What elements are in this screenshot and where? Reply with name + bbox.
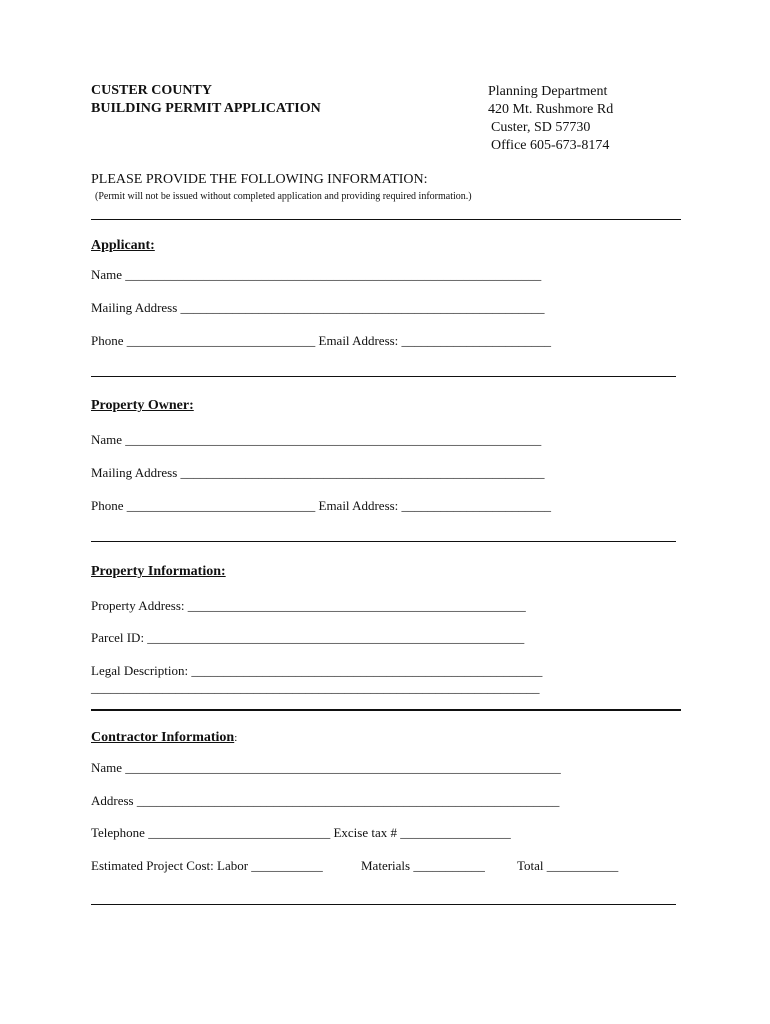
owner-phone-email-field[interactable]: Phone _____________________________ Email Address: _______________________ — [91, 498, 552, 513]
contractor-name-field[interactable]: Name ___________________________________________________________________ — [91, 760, 561, 775]
form-title: BUILDING PERMIT APPLICATION — [91, 101, 321, 116]
section-divider — [91, 376, 676, 377]
section-divider — [91, 541, 676, 542]
section-divider — [91, 904, 676, 905]
total-cost-field[interactable]: Total ___________ — [517, 858, 619, 873]
contractor-telephone-tax-field[interactable]: Telephone ____________________________ Excise tax # _________________ — [91, 825, 511, 840]
applicant-name-field[interactable]: Name ________________________________________________________________ — [91, 267, 542, 282]
instruction-note: (Permit will not be issued without completed application and providing required information.) — [95, 191, 472, 202]
materials-cost-field[interactable]: Materials ___________ — [361, 858, 485, 873]
legal-description-continued[interactable]: _____________________________________________________________________ — [91, 680, 540, 695]
property-heading: Property Information: — [91, 564, 226, 579]
owner-heading: Property Owner: — [91, 398, 194, 413]
dept-phone: Office 605-673-8174 — [491, 138, 610, 153]
applicant-mailing-field[interactable]: Mailing Address ________________________________________________________ — [91, 300, 545, 315]
property-address-field[interactable]: Property Address: ____________________________________________________ — [91, 598, 526, 613]
dept-name: Planning Department — [488, 84, 608, 99]
instruction-heading: PLEASE PROVIDE THE FOLLOWING INFORMATION: — [91, 172, 428, 187]
section-divider — [91, 219, 681, 220]
parcel-id-field[interactable]: Parcel ID: __________________________________________________________ — [91, 630, 525, 645]
applicant-phone-email-field[interactable]: Phone _____________________________ Email Address: _______________________ — [91, 333, 552, 348]
owner-mailing-field[interactable]: Mailing Address ________________________________________________________ — [91, 465, 545, 480]
contractor-heading-group — [91, 730, 237, 746]
county-name: CUSTER COUNTY — [91, 83, 212, 98]
legal-description-field[interactable]: Legal Description: ______________________________________________________ — [91, 663, 543, 678]
contractor-heading: Contractor Information — [91, 730, 235, 745]
contractor-address-field[interactable]: Address _________________________________________________________________ — [91, 793, 560, 808]
dept-city: Custer, SD 57730 — [491, 120, 591, 135]
labor-cost-field[interactable]: Estimated Project Cost: Labor ___________ — [91, 858, 323, 873]
owner-name-field[interactable]: Name ________________________________________________________________ — [91, 432, 542, 447]
section-divider — [91, 709, 681, 711]
contractor-heading-suffix: : — [234, 732, 238, 744]
applicant-heading: Applicant: — [91, 238, 155, 253]
dept-street: 420 Mt. Rushmore Rd — [488, 102, 614, 117]
